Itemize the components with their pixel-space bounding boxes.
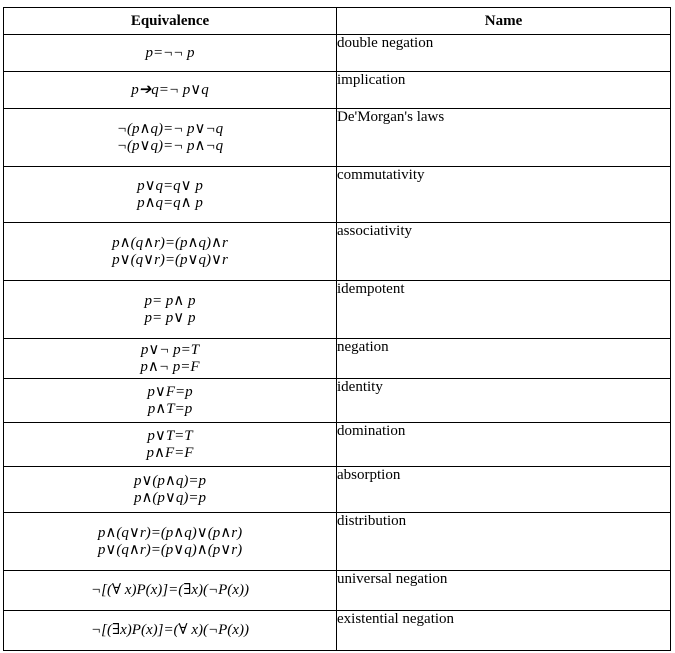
equivalence-formula: p∨(q∧r)=(p∨q)∧(p∨r) (97, 541, 243, 558)
equivalence-formula: ¬(p∨q)=¬ p∧¬q (116, 137, 224, 154)
equivalence-formula: p∨F=p (147, 383, 193, 400)
equivalence-cell (4, 339, 337, 379)
law-name-cell: idempotent (337, 281, 671, 339)
equivalence-cell (4, 611, 337, 651)
equivalence-cell (4, 72, 337, 109)
law-name-cell: domination (337, 423, 671, 467)
equivalence-formula: p∨q=q∨ p (137, 177, 203, 194)
table-row (4, 223, 671, 281)
equivalence-formula: p∧(p∨q)=p (133, 489, 207, 506)
equivalence-formula: p=¬¬ p (145, 44, 195, 61)
header-equivalence: Equivalence (4, 8, 337, 35)
equivalence-formula: p∧(q∧r)=(p∧q)∧r (112, 234, 228, 251)
law-name-cell: De'Morgan's laws (337, 109, 671, 167)
law-name-cell: existential negation (337, 611, 671, 651)
law-name-cell: universal negation (337, 571, 671, 611)
equivalence-formula: p∧¬ p=F (140, 358, 200, 375)
equivalence-formula: p∨¬ p=T (140, 341, 200, 358)
law-name-cell: identity (337, 379, 671, 423)
equivalence-formula: p∧F=F (146, 444, 194, 461)
equivalence-formula: p∨(p∧q)=p (133, 472, 207, 489)
equivalence-cell (4, 467, 337, 513)
equivalence-cell (4, 513, 337, 571)
equivalence-formula: p= p∨ p (144, 309, 196, 326)
law-name-cell: absorption (337, 467, 671, 513)
equivalence-cell (4, 35, 337, 72)
equivalence-formula: p∧T=p (147, 400, 193, 417)
equivalence-cell (4, 423, 337, 467)
law-name-cell: commutativity (337, 167, 671, 223)
law-name-cell: negation (337, 339, 671, 379)
table-row (4, 72, 671, 109)
equivalence-formula: ¬[(∃x)P(x)]=(∀ x)(¬P(x)) (91, 622, 249, 638)
equivalence-formula: p∧q=q∧ p (137, 194, 203, 211)
table-row (4, 167, 671, 223)
table-row (4, 109, 671, 167)
equivalence-cell (4, 571, 337, 611)
law-name-cell: implication (337, 72, 671, 109)
equivalence-cell (4, 109, 337, 167)
equivalence-cell (4, 167, 337, 223)
equivalence-table (3, 7, 671, 651)
equivalence-formula: p∨(q∨r)=(p∨q)∨r (112, 251, 228, 268)
equivalence-formula: ¬(p∧q)=¬ p∨¬q (116, 120, 224, 137)
table-header-row (4, 8, 671, 35)
table-row (4, 339, 671, 379)
table-row (4, 571, 671, 611)
table-body (4, 35, 671, 651)
equivalence-formula: p∨T=T (147, 427, 193, 444)
equivalence-cell (4, 223, 337, 281)
equivalence-cell (4, 379, 337, 423)
table-row (4, 35, 671, 72)
table-row (4, 379, 671, 423)
law-name-cell: distribution (337, 513, 671, 571)
header-name: Name (337, 8, 671, 35)
equivalence-formula: p∧(q∨r)=(p∧q)∨(p∧r) (97, 524, 243, 541)
law-name-cell: associativity (337, 223, 671, 281)
equivalence-formula: ¬[(∀ x)P(x)]=(∃x)(¬P(x)) (91, 582, 249, 598)
equivalence-formula: p➔q=¬ p∨q (131, 81, 209, 98)
table-row (4, 281, 671, 339)
law-name-cell: double negation (337, 35, 671, 72)
table-row (4, 513, 671, 571)
equivalence-cell (4, 281, 337, 339)
equivalence-formula: p= p∧ p (144, 292, 196, 309)
table-row (4, 467, 671, 513)
table-row (4, 611, 671, 651)
table-row (4, 423, 671, 467)
